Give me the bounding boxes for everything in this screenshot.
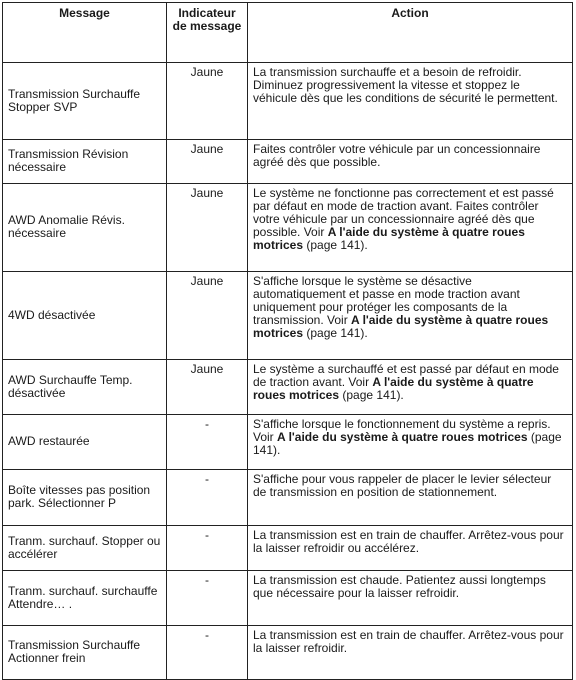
message-cell: AWD Anomalie Révis. nécessaire xyxy=(3,184,167,272)
table-row xyxy=(3,526,573,571)
header-message: Message xyxy=(3,3,167,63)
action-cell: La transmission surchauffe et a besoin de refroidir. Diminuez progressivement la vitesse et stoppez le véhicule dès que les conditions de sécurité le permettent. xyxy=(248,63,573,140)
page-reference: (page 141). xyxy=(306,238,368,252)
message-cell: AWD Surchauffe Temp. désactivée xyxy=(3,360,167,415)
indicator-cell: Jaune xyxy=(167,140,248,184)
messages-table xyxy=(2,2,573,680)
message-cell: AWD restaurée xyxy=(3,415,167,470)
action-cell: La transmission est en train de chauffer. Arrêtez-vous pour la laisser refroidir. xyxy=(248,626,573,680)
indicator-cell: - xyxy=(167,626,248,680)
cross-reference-link[interactable]: A l'aide du système à quatre roues motrices xyxy=(253,375,534,402)
indicator-cell: Jaune xyxy=(167,272,248,360)
table-row xyxy=(3,470,573,526)
indicator-cell: - xyxy=(167,470,248,526)
action-text: S'affiche lorsque le système se désactive automatiquement et passe en mode traction avant uniquement pour protéger les composants de la transmission. Voir xyxy=(253,274,520,327)
action-cell: Faites contrôler votre véhicule par un concessionnaire agréé dès que possible. xyxy=(248,140,573,184)
message-cell: Boîte vitesses pas position park. Sélectionner P xyxy=(3,470,167,526)
action-cell xyxy=(248,184,573,272)
indicator-cell: - xyxy=(167,415,248,470)
indicator-cell: Jaune xyxy=(167,184,248,272)
table-row xyxy=(3,272,573,360)
page-reference: (page 141). xyxy=(306,326,368,340)
action-cell: La transmission est en train de chauffer. Arrêtez-vous pour la laisser refroidir ou accélérez. xyxy=(248,526,573,571)
message-cell: Transmission Surchauffe Actionner frein xyxy=(3,626,167,680)
table-row xyxy=(3,360,573,415)
message-cell: 4WD désactivée xyxy=(3,272,167,360)
table-row xyxy=(3,571,573,626)
action-cell xyxy=(248,360,573,415)
message-cell: Transmission Surchauffe Stopper SVP xyxy=(3,63,167,140)
message-cell: Tranm. surchauf. Stopper ou accélérer xyxy=(3,526,167,571)
indicator-cell: - xyxy=(167,571,248,626)
table-row xyxy=(3,626,573,680)
action-text: Le système ne fonctionne pas correctement et est passé par défaut en mode de traction avant. Faites contrôler votre véhicule par un concessionnaire agréé dès que possible. Voir xyxy=(253,186,554,239)
page-reference: (page 141). xyxy=(253,430,562,457)
header-action: Action xyxy=(248,3,573,63)
table-row xyxy=(3,184,573,272)
message-cell: Tranm. surchauf. surchauffe Attendre… . xyxy=(3,571,167,626)
cross-reference-link[interactable]: A l'aide du système à quatre roues motrices xyxy=(277,430,528,444)
action-cell xyxy=(248,272,573,360)
indicator-cell: - xyxy=(167,526,248,571)
cross-reference-link[interactable]: A l'aide du système à quatre roues motrices xyxy=(253,225,525,252)
action-text: Le système a surchauffé et est passé par défaut en mode de traction avant. Voir xyxy=(253,362,559,389)
action-cell: S'affiche pour vous rappeler de placer le levier sélecteur de transmission en position de stationnement. xyxy=(248,470,573,526)
action-cell: La transmission est chaude. Patientez aussi longtemps que nécessaire pour la laisser refroidir. xyxy=(248,571,573,626)
message-cell: Transmission Révision nécessaire xyxy=(3,140,167,184)
table-row xyxy=(3,415,573,470)
table-row xyxy=(3,140,573,184)
page-reference: (page 141). xyxy=(342,388,404,402)
table-row xyxy=(3,63,573,140)
action-cell xyxy=(248,415,573,470)
header-row xyxy=(3,3,573,63)
cross-reference-link[interactable]: A l'aide du système à quatre roues motrices xyxy=(253,313,549,340)
indicator-cell: Jaune xyxy=(167,360,248,415)
header-indicator: Indicateur de message xyxy=(167,3,248,63)
action-text: S'affiche lorsque le fonctionnement du système a repris. Voir xyxy=(253,417,551,444)
indicator-cell: Jaune xyxy=(167,63,248,140)
